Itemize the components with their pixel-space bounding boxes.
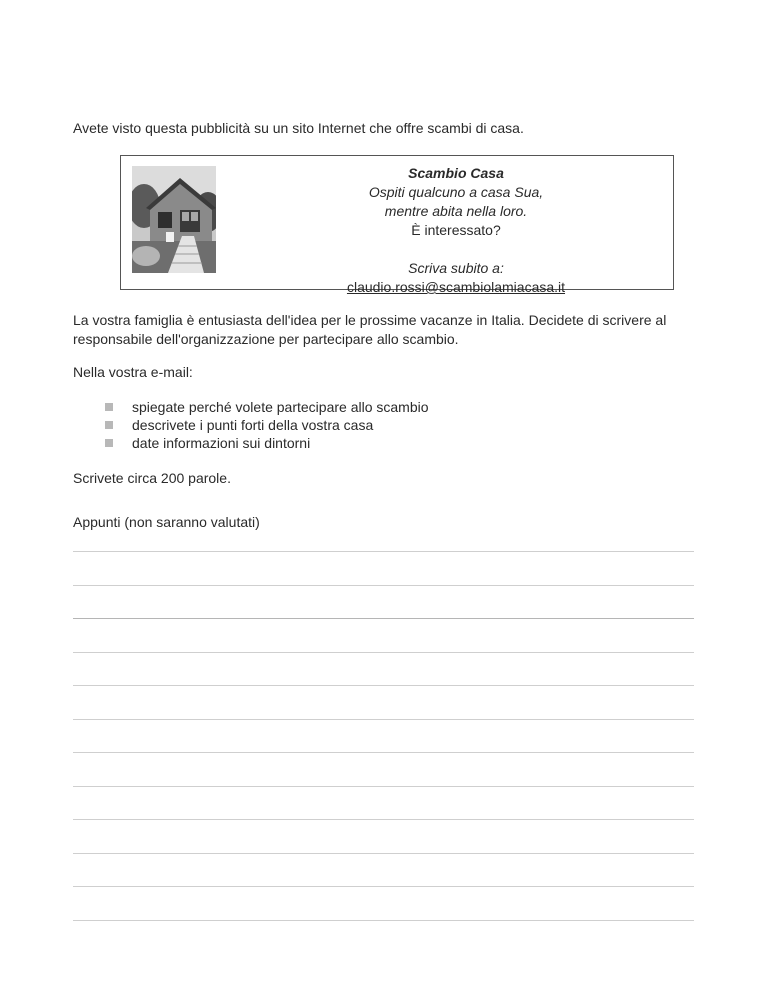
square-bullet-icon: [105, 403, 113, 411]
ad-line-3: È interessato?: [411, 222, 501, 238]
writing-line[interactable]: [73, 618, 694, 619]
house-photo: [132, 166, 216, 273]
advertisement-text: [311, 164, 601, 297]
square-bullet-icon: [105, 421, 113, 429]
bullet-text: descrivete i punti forti della vostra casa: [132, 417, 374, 433]
bullet-text: spiegate perché volete partecipare allo scambio: [132, 399, 429, 415]
writing-line[interactable]: [73, 585, 694, 586]
writing-line[interactable]: [73, 920, 694, 921]
list-item: [105, 416, 429, 434]
writing-line[interactable]: [73, 819, 694, 820]
ad-line-1: Ospiti qualcuno a casa Sua,: [368, 184, 544, 200]
ad-line-4: Scriva subito a:: [408, 260, 504, 276]
writing-line[interactable]: [73, 652, 694, 653]
writing-line[interactable]: [73, 853, 694, 854]
ad-spacer: [311, 240, 601, 259]
ad-title: Scambio Casa: [408, 165, 504, 181]
writing-line[interactable]: [73, 719, 694, 720]
task-paragraph-3: Scrivete circa 200 parole.: [73, 470, 231, 486]
bullet-text: date informazioni sui dintorni: [132, 435, 311, 451]
writing-line[interactable]: [73, 886, 694, 887]
writing-line[interactable]: [73, 752, 694, 753]
list-item: [105, 434, 429, 452]
writing-line[interactable]: [73, 551, 694, 552]
advertisement-box: [120, 155, 674, 295]
writing-line[interactable]: [73, 786, 694, 787]
square-bullet-icon: [105, 439, 113, 447]
task-paragraph-1: La vostra famiglia è entusiasta dell'idea per le prossime vacanze in Italia. Decidete di scrivere al responsabile dell'organizzazione per partecipare allo scambio.: [73, 312, 667, 347]
ad-email-link[interactable]: claudio.rossi@scambiolamiacasa.it: [346, 279, 566, 295]
writing-line[interactable]: [73, 685, 694, 686]
house-image: [132, 166, 216, 273]
notes-title: Appunti (non saranno valutati): [73, 514, 260, 530]
task-bullet-list: [105, 398, 429, 452]
ad-line-2: mentre abita nella loro.: [384, 203, 528, 219]
task-paragraph-2: Nella vostra e-mail:: [73, 364, 193, 380]
list-item: [105, 398, 429, 416]
intro-text: Avete visto questa pubblicità su un sito Internet che offre scambi di casa.: [73, 120, 524, 136]
